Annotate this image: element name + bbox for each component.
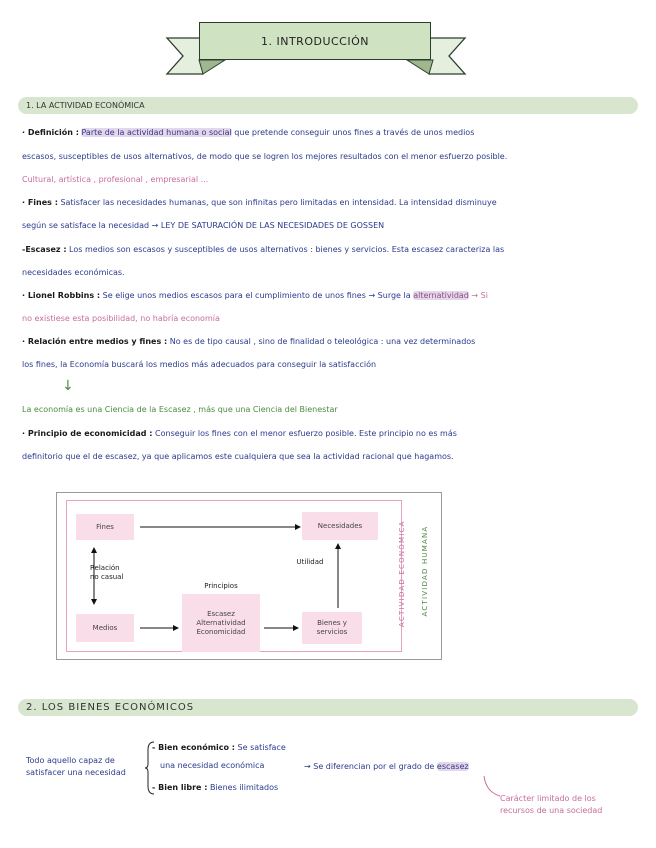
actividad-economica-label: ACTIVIDAD ECONÓMICA bbox=[398, 520, 406, 627]
robbins-text-1: Se elige unos medios escasos para el cumplimiento de unos fines → Surge la bbox=[100, 291, 414, 300]
principio-economicidad: Economicidad bbox=[196, 627, 246, 636]
fines-text-1: Satisfacer las necesidades humanas, que son infinitas pero limitadas en intensidad. La intensidad disminuye bbox=[57, 198, 497, 207]
robbins-pink-arrow: → Si bbox=[468, 291, 488, 300]
principio-line-2: definitorio que el de escasez, ya que aplicamos este cualquiera que sea la actividad racional que hagamos. bbox=[22, 452, 454, 461]
bienes-line-1: Bienes y bbox=[317, 619, 347, 627]
principio-escasez: Escasez bbox=[207, 609, 235, 618]
definicion-highlight: Parte de la actividad humana o social bbox=[81, 128, 232, 137]
principio-text-1: Conseguir los fines con el menor esfuerzo posible. Este principio no es más bbox=[152, 429, 457, 438]
robbins-term: · Lionel Robbins : bbox=[22, 291, 101, 300]
diagram-arrows bbox=[56, 492, 442, 660]
page-title: 1. INTRODUCCIÓN bbox=[199, 22, 431, 60]
relacion-conclusion: La economía es una Ciencia de la Escasez , más que una Ciencia del Bienestar bbox=[22, 405, 338, 414]
escasez-note-1: Carácter limitado de los bbox=[500, 794, 596, 803]
escasez-note-2: recursos de una sociedad bbox=[500, 806, 603, 815]
robbins-line-2: no existiese esta posibilidad, no habría economía bbox=[22, 314, 220, 323]
principios-label: Principios bbox=[204, 582, 238, 590]
diagram-box-necesidades: Necesidades bbox=[302, 512, 378, 540]
bien-economico-term: - Bien económico : bbox=[152, 743, 236, 752]
section-heading-actividad: 1. LA ACTIVIDAD ECONÓMICA bbox=[18, 97, 638, 114]
bienes-definition-1: Todo aquello capaz de bbox=[26, 756, 115, 765]
bienes-definition bbox=[26, 755, 126, 779]
actividad-humana-label: ACTIVIDAD HUMANA bbox=[421, 525, 429, 617]
relacion-term: · Relación entre medios y fines : bbox=[22, 337, 168, 346]
bien-economico-text: Se satisface bbox=[235, 743, 286, 752]
bien-economico-line-2: una necesidad económica bbox=[160, 761, 265, 770]
relacion-label-1: Relación bbox=[90, 564, 120, 572]
section-heading-bienes: 2. LOS BIENES ECONÓMICOS bbox=[18, 699, 638, 716]
bien-economico bbox=[152, 742, 286, 754]
escasez-text-1: Los medios son escasos y susceptibles de usos alternativos : bienes y servicios. Esta escasez caracteriza las bbox=[66, 245, 505, 254]
diagram-box-medios: Medios bbox=[76, 614, 134, 642]
bien-libre-term: - Bien libre : bbox=[152, 783, 208, 792]
utilidad-label: Utilidad bbox=[296, 558, 324, 566]
robbins-line-1 bbox=[22, 290, 488, 302]
fines-line-2: según se satisface la necesidad → LEY DE SATURACIÓN DE LAS NECESIDADES DE GOSSEN bbox=[22, 221, 385, 230]
down-arrow-icon: ↓ bbox=[62, 378, 74, 394]
relacion-label-2: no casual bbox=[90, 573, 124, 581]
bienes-line-2: servicios bbox=[316, 628, 348, 636]
diferencia-text bbox=[304, 761, 469, 773]
diferencia-label: → Se diferencian por el grado de bbox=[304, 762, 437, 771]
bienes-definition-2: satisfacer una necesidad bbox=[26, 768, 126, 777]
fines-line-1 bbox=[22, 197, 497, 209]
bien-libre bbox=[152, 782, 278, 794]
relacion-line-1 bbox=[22, 336, 475, 348]
definicion-examples: Cultural, artística , profesional , empresarial ... bbox=[22, 175, 209, 184]
relacion-text-1: No es de tipo causal , sino de finalidad o teleológica : una vez determinados bbox=[167, 337, 476, 346]
escasez-term: -Escasez : bbox=[22, 245, 67, 254]
diagram-box-fines: Fines bbox=[76, 514, 134, 540]
principio-term: · Principio de economicidad : bbox=[22, 429, 153, 438]
definicion-term: · Definición : bbox=[22, 128, 79, 137]
principio-alternatividad: Alternatividad bbox=[196, 618, 246, 627]
fines-term: · Fines : bbox=[22, 198, 58, 207]
escasez-highlight: escasez bbox=[436, 762, 469, 771]
definicion-text-1: que pretende conseguir unos fines a través de unos medios bbox=[231, 128, 475, 137]
definicion-line-2: escasos, susceptibles de usos alternativos, de modo que se logren los mejores resultados con el menor esfuerzo posible. bbox=[22, 152, 508, 161]
escasez-line-1 bbox=[22, 244, 504, 256]
principio-line-1 bbox=[22, 428, 457, 440]
escasez-note bbox=[500, 793, 602, 817]
bien-libre-text: Bienes ilimitados bbox=[207, 783, 279, 792]
alternatividad-highlight: alternatividad bbox=[413, 291, 469, 300]
escasez-line-2: necesidades económicas. bbox=[22, 268, 125, 277]
definicion-line-1 bbox=[22, 127, 474, 139]
relacion-line-2: los fines, la Economía buscará los medios más adecuados para conseguir la satisfacción bbox=[22, 360, 377, 369]
